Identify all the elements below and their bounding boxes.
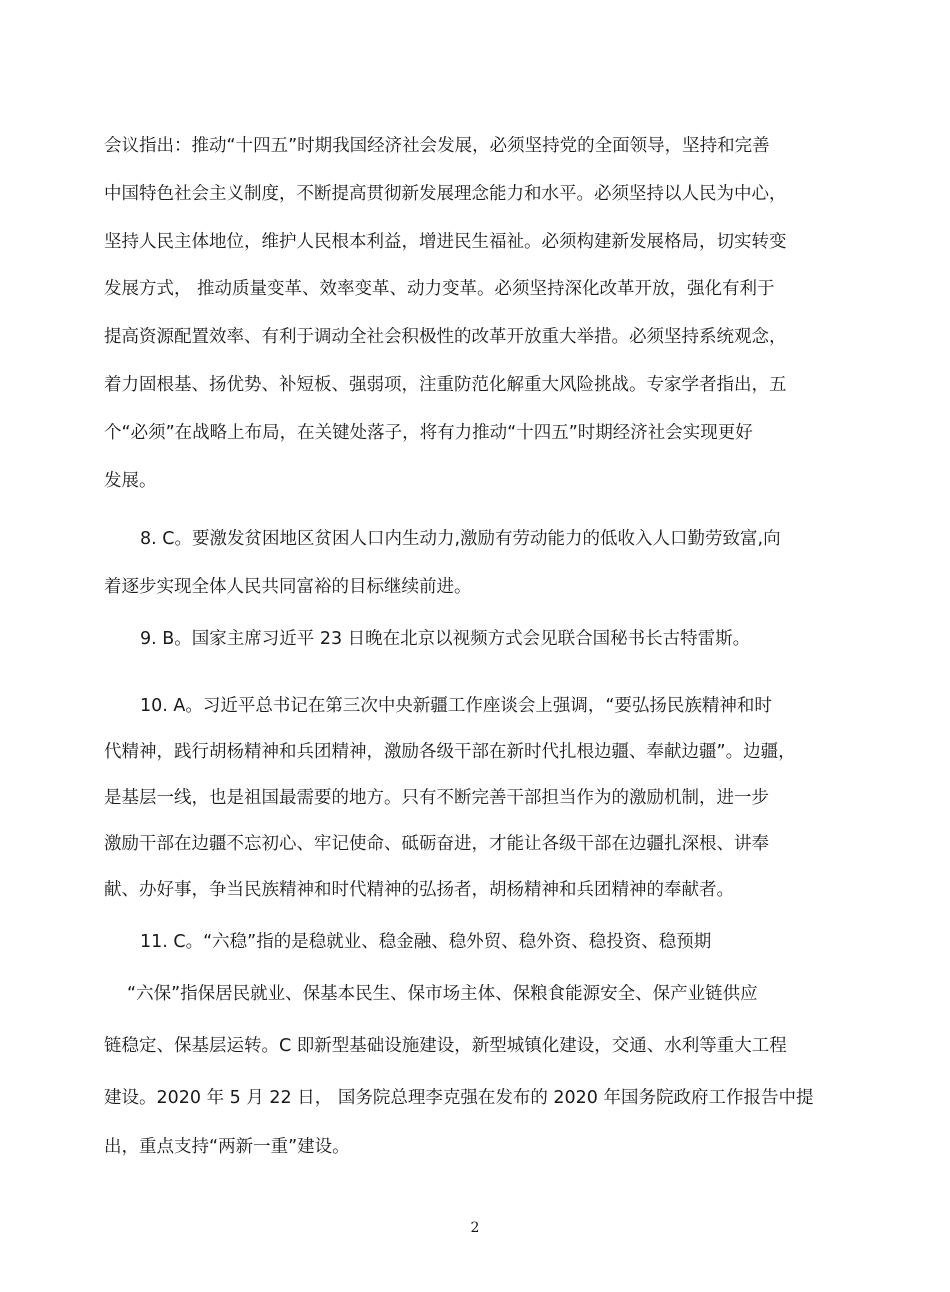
answer-10-line-1: 10. A。习近平总书记在第三次中央新疆工作座谈会上强调，“要弘扬民族精神和时	[140, 696, 772, 716]
text-line-5: 提高资源配置效率、有利于调动全社会积极性的改革开放重大举措。必须坚持系统观念，	[104, 327, 787, 347]
answer-10-line-5: 献、办好事，争当民族精神和时代精神的弘扬者，胡杨精神和兵团精神的奉献者。	[104, 880, 734, 900]
answer-9-line-1: 9. B。国家主席习近平 23 日晚在北京以视频方式会见联合国秘书长古特雷斯。	[140, 629, 751, 649]
text-line-1: 会议指出：推动“十四五”时期我国经济社会发展，必须坚持党的全面领导，坚持和完善	[104, 136, 770, 156]
answer-11-line-5: 出，重点支持“两新一重”建设。	[104, 1137, 350, 1157]
text-line-2: 中国特色社会主义制度，不断提高贯彻新发展理念能力和水平。必须坚持以人民为中心，	[104, 184, 787, 204]
answer-10-line-4: 激励干部在边疆不忘初心、牢记使命、砥砺奋进，才能让各级干部在边疆扎深根、讲奉	[104, 834, 769, 854]
answer-11-line-1: 11. C。“六稳”指的是稳就业、稳金融、稳外贸、稳外资、稳投资、稳预期	[140, 932, 712, 952]
answer-11-line-3: 链稳定、保基层运转。C 即新型基础设施建设，新型城镇化建设，交通、水利等重大工程	[104, 1036, 787, 1056]
answer-11-line-4: 建设。2020 年 5 月 22 日， 国务院总理李克强在发布的 2020 年国务院政府工作报告中提	[104, 1088, 814, 1108]
answer-10-line-3: 是基层一线，也是祖国最需要的地方。只有不断完善干部担当作为的激励机制，进一步	[104, 788, 769, 808]
answer-8-line-1: 8. C。要激发贫困地区贫困人口内生动力,激励有劳动能力的低收入人口勤劳致富,向	[140, 529, 781, 549]
text-line-7: 个“必须”在战略上布局，在关键处落子，将有力推动“十四五”时期经济社会实现更好	[104, 423, 753, 443]
text-line-4: 发展方式， 推动质量变革、效率变革、动力变革。必须坚持深化改革开放，强化有利于	[104, 279, 775, 299]
answer-10-line-2: 代精神，践行胡杨精神和兵团精神，激励各级干部在新时代扎根边疆、奉献边疆”。边疆，	[104, 742, 796, 762]
text-line-6: 着力固根基、扬优势、补短板、强弱项，注重防范化解重大风险挑战。专家学者指出，五	[104, 375, 787, 395]
page-number: 2	[470, 1220, 480, 1236]
text-line-3: 坚持人民主体地位，维护人民根本利益，增进民生福祉。必须构建新发展格局，切实转变	[104, 232, 787, 252]
answer-11-line-2: “六保”指保居民就业、保基本民生、保市场主体、保粮食能源安全、保产业链供应	[127, 984, 758, 1004]
text-line-8: 发展。	[104, 471, 157, 491]
answer-8-line-2: 着逐步实现全体人民共同富裕的目标继续前进。	[104, 577, 472, 597]
